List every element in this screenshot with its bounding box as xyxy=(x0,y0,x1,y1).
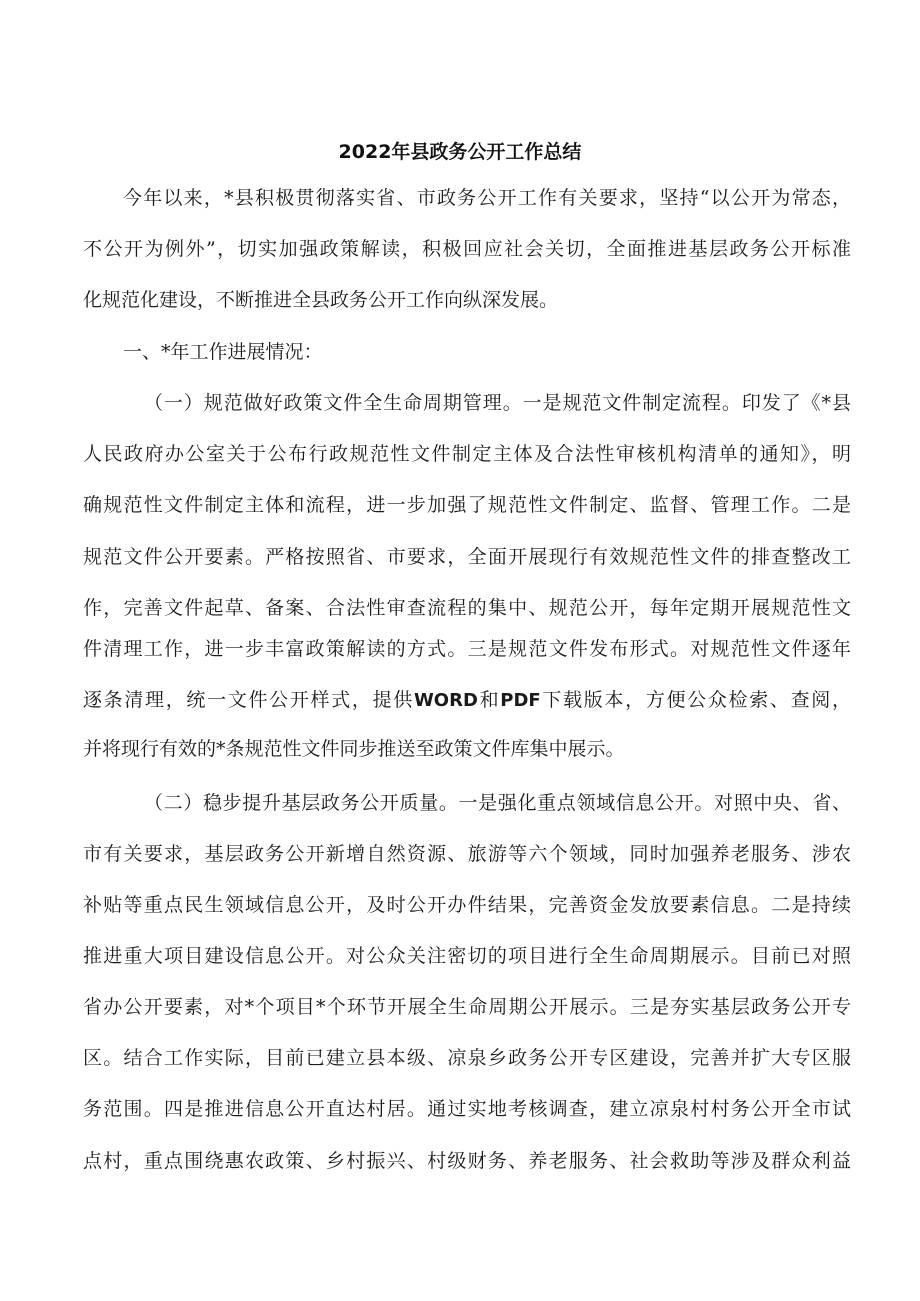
subsection1-line-1: （一）规范做好政策文件全生命周期管理。一是规范文件制定流程。印发了《*县 xyxy=(144,392,851,414)
text-run: 和 xyxy=(477,689,501,711)
subsection1-line-3: 确规范性文件制定主体和流程，进一步加强了规范性文件制定、监督、管理工作。二是 xyxy=(83,494,851,516)
document-title: 2022年县政务公开工作总结 xyxy=(338,141,582,163)
subsection2-line-5: 省办公开要素，对*个项目*个环节开展全生命周期公开展示。三是夯实基层政务公开专 xyxy=(83,996,851,1018)
subsection2-line-7: 务范围。四是推进信息公开直达村居。通过实地考核调查，建立凉泉村村务公开全市试 xyxy=(83,1098,851,1120)
subsection2-line-2: 市有关要求，基层政务公开新增自然资源、旅游等六个领域，同时加强养老服务、涉农 xyxy=(83,843,851,865)
intro-line-3: 化规范化建设，不断推进全县政务公开工作向纵深发展。 xyxy=(83,289,559,311)
section-heading: 一、*年工作进展情况： xyxy=(123,341,323,363)
intro-line-2: 不公开为例外”，切实加强政策解读，积极回应社会关切，全面推进基层政务公开标准 xyxy=(83,238,851,260)
subsection2-line-3: 补贴等重点民生领域信息公开，及时公开办件结果，完善资金发放要素信息。二是持续 xyxy=(83,894,851,916)
subsection2-line-6: 区。结合工作实际，目前已建立县本级、凉泉乡政务公开专区建设，完善并扩大专区服 xyxy=(83,1047,851,1069)
intro-line-1: 今年以来，*县积极贯彻落实省、市政务公开工作有关要求，坚持“以公开为常态， xyxy=(123,187,851,209)
subsection1-line-6: 件清理工作，进一步丰富政策解读的方式。三是规范文件发布形式。对规范性文件逐年 xyxy=(83,638,851,660)
subsection2-line-8: 点村，重点围绕惠农政策、乡村振兴、村级财务、养老服务、社会救助等涉及群众利益 xyxy=(83,1150,851,1172)
pdf-format-label: PDF xyxy=(500,690,541,711)
subsection1-line-8: 并将现行有效的*条规范性文件同步推送至政策文件库集中展示。 xyxy=(83,738,625,760)
subsection2-line-1: （二）稳步提升基层政务公开质量。一是强化重点领域信息公开。对照中央、省、 xyxy=(144,792,851,814)
subsection1-line-2: 人民政府办公室关于公布行政规范性文件制定主体及合法性审核机构清单的通知》，明 xyxy=(83,443,851,465)
subsection1-line-7 xyxy=(83,685,851,716)
text-run: 下载版本，方便公众检索、查阅， xyxy=(540,689,851,711)
subsection1-line-5: 作，完善文件起草、备案、合法性审查流程的集中、规范公开，每年定期开展规范性文 xyxy=(83,597,851,619)
text-run: 逐条清理，统一文件公开样式，提供 xyxy=(83,689,414,711)
subsection1-line-4: 规范文件公开要素。严格按照省、市要求，全面开展现行有效规范性文件的排查整改工 xyxy=(83,546,851,568)
word-format-label: WORD xyxy=(413,690,478,711)
subsection2-line-4: 推进重大项目建设信息公开。对公众关注密切的项目进行全生命周期展示。目前已对照 xyxy=(83,945,851,967)
